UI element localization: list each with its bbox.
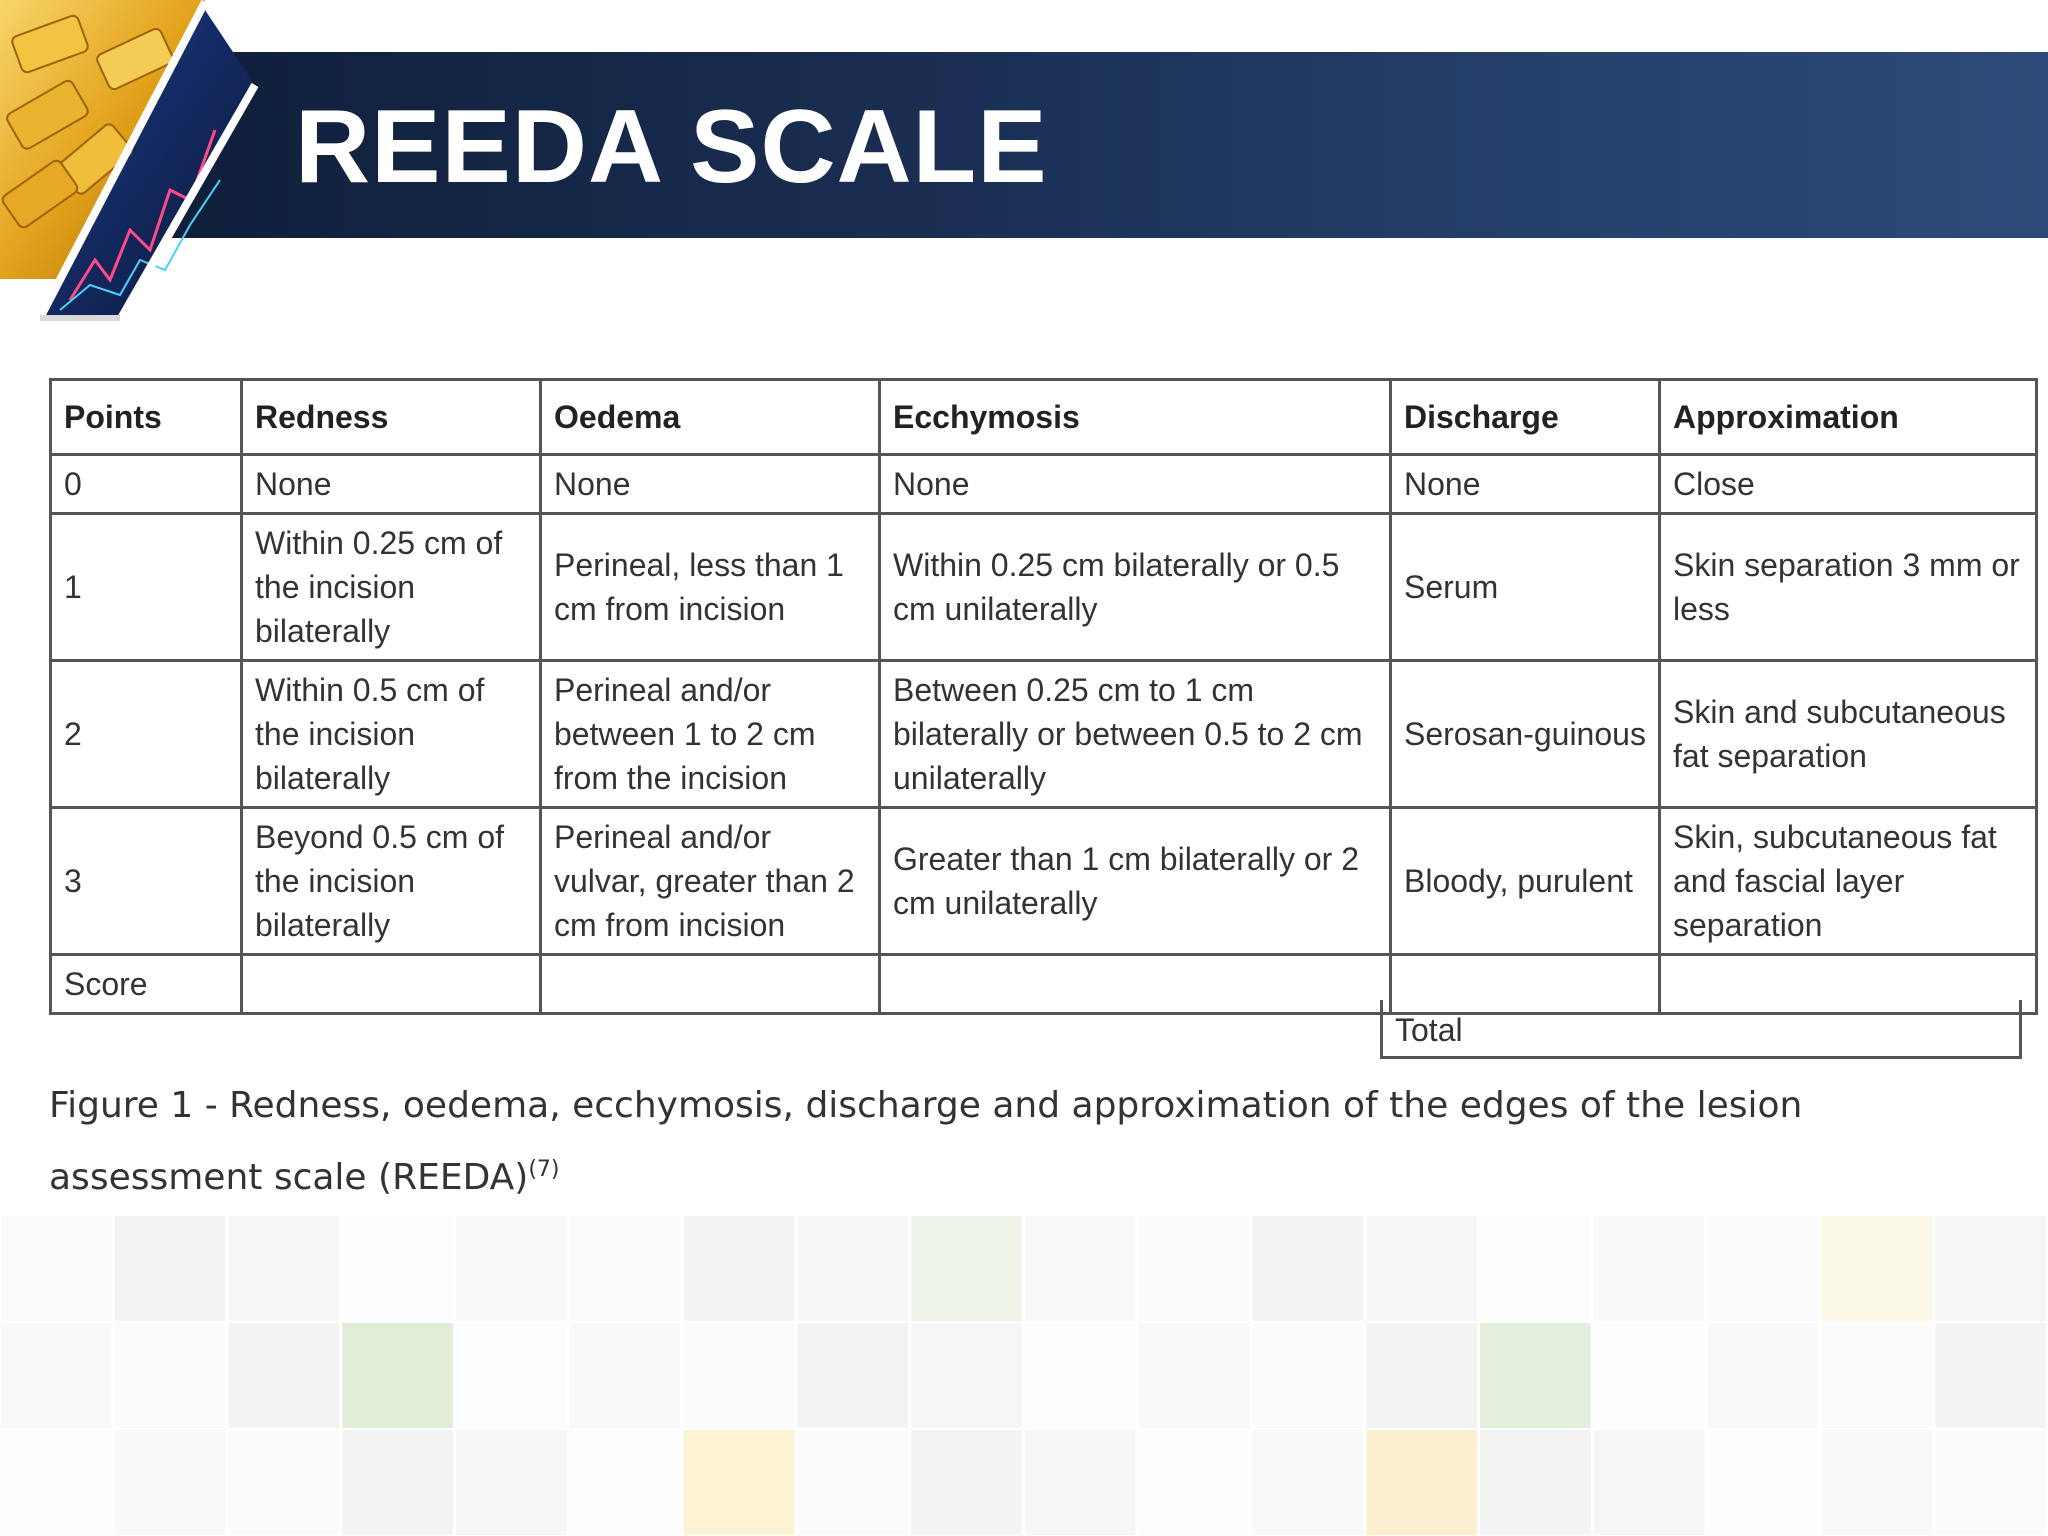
- background-tile: [1935, 1216, 2046, 1321]
- table-cell: Perineal, less than 1 cm from incision: [541, 514, 880, 661]
- total-box: [1380, 1000, 2022, 1059]
- background-tile: [797, 1216, 908, 1321]
- background-tile: [1594, 1323, 1705, 1428]
- table-cell: Skin, subcutaneous fat and fascial layer separation: [1660, 808, 2037, 955]
- table-cell: Between 0.25 cm to 1 cm bilaterally or between 0.5 to 2 cm unilaterally: [880, 661, 1391, 808]
- score-cell-oedema: [541, 955, 880, 1014]
- background-tile: [1025, 1430, 1136, 1535]
- background-tile: [1253, 1216, 1364, 1321]
- background-tile: [911, 1216, 1022, 1321]
- table-cell: Greater than 1 cm bilaterally or 2 cm unilaterally: [880, 808, 1391, 955]
- background-tile: [1708, 1216, 1819, 1321]
- slide-title: REEDA SCALE: [295, 89, 1048, 205]
- background-tile: [1594, 1430, 1705, 1535]
- background-tile: [684, 1430, 795, 1535]
- background-tile: [684, 1323, 795, 1428]
- table-header-row: [51, 380, 2037, 455]
- background-tile: [1366, 1323, 1477, 1428]
- background-tile: [342, 1216, 453, 1321]
- table-cell: 2: [51, 661, 242, 808]
- background-tile: [1480, 1216, 1591, 1321]
- table-row: [51, 455, 2037, 514]
- table-cell: 1: [51, 514, 242, 661]
- background-tile: [1139, 1323, 1250, 1428]
- background-tile: [570, 1430, 681, 1535]
- background-tile: [229, 1216, 340, 1321]
- table-cell: None: [880, 455, 1391, 514]
- background-tile: [1935, 1430, 2046, 1535]
- background-tile: [1366, 1216, 1477, 1321]
- background-tile: [1480, 1323, 1591, 1428]
- header-discharge: Discharge: [1391, 380, 1660, 455]
- background-tile: [1, 1216, 112, 1321]
- background-tile: [1708, 1430, 1819, 1535]
- table-cell: Within 0.5 cm of the incision bilaterally: [242, 661, 541, 808]
- background-tile: [570, 1216, 681, 1321]
- score-cell-redness: [242, 955, 541, 1014]
- table-cell: Perineal and/or between 1 to 2 cm from the incision: [541, 661, 880, 808]
- header-ecchymosis: Ecchymosis: [880, 380, 1391, 455]
- background-tile: [456, 1216, 567, 1321]
- background-tile: [229, 1430, 340, 1535]
- table-cell: Serum: [1391, 514, 1660, 661]
- background-tile: [1, 1323, 112, 1428]
- background-tile: [1025, 1323, 1136, 1428]
- background-tile: [1821, 1430, 1932, 1535]
- table-row: [51, 514, 2037, 661]
- table-cell: Within 0.25 cm of the incision bilaterally: [242, 514, 541, 661]
- background-tile: [229, 1323, 340, 1428]
- table-cell: None: [1391, 455, 1660, 514]
- background-tile: [797, 1430, 908, 1535]
- background-tile: [570, 1323, 681, 1428]
- background-tile: [456, 1430, 567, 1535]
- background-tile: [1139, 1216, 1250, 1321]
- background-tile: [1821, 1323, 1932, 1428]
- background-tile: [797, 1323, 908, 1428]
- background-tile: [1139, 1430, 1250, 1535]
- background-tile: [342, 1323, 453, 1428]
- header-points: Points: [51, 380, 242, 455]
- table-cell: Within 0.25 cm bilaterally or 0.5 cm unilaterally: [880, 514, 1391, 661]
- table-cell: Close: [1660, 455, 2037, 514]
- background-tile: [1, 1430, 112, 1535]
- background-tile: [1935, 1323, 2046, 1428]
- background-tile: [456, 1323, 567, 1428]
- background-tile: [1594, 1216, 1705, 1321]
- total-label: Total: [1395, 1012, 1463, 1048]
- reeda-table: [49, 378, 2038, 1015]
- background-tile: [1480, 1430, 1591, 1535]
- background-tile: [115, 1216, 226, 1321]
- caption-reference: (7): [528, 1157, 560, 1182]
- background-tile: [115, 1430, 226, 1535]
- table-cell: None: [242, 455, 541, 514]
- table-cell: 3: [51, 808, 242, 955]
- table-cell: Skin separation 3 mm or less: [1660, 514, 2037, 661]
- header-approximation: Approximation: [1660, 380, 2037, 455]
- background-tile: [1708, 1323, 1819, 1428]
- table-cell: Beyond 0.5 cm of the incision bilaterally: [242, 808, 541, 955]
- background-tile: [684, 1216, 795, 1321]
- background-tile: [342, 1430, 453, 1535]
- background-tile: [1253, 1323, 1364, 1428]
- header-oedema: Oedema: [541, 380, 880, 455]
- background-tile: [1366, 1430, 1477, 1535]
- tile-background: [0, 1215, 2048, 1536]
- table-cell: Serosan-guinous: [1391, 661, 1660, 808]
- background-tile: [1025, 1216, 1136, 1321]
- figure-caption: [49, 1070, 2024, 1214]
- background-tile: [1821, 1216, 1932, 1321]
- table-row: [51, 661, 2037, 808]
- table-cell: 0: [51, 455, 242, 514]
- background-tile: [1253, 1430, 1364, 1535]
- table-row: [51, 808, 2037, 955]
- table-cell: Perineal and/or vulvar, greater than 2 cm from incision: [541, 808, 880, 955]
- header-redness: Redness: [242, 380, 541, 455]
- background-tile: [115, 1323, 226, 1428]
- table-cell: Bloody, purulent: [1391, 808, 1660, 955]
- background-tile: [911, 1430, 1022, 1535]
- table-cell: None: [541, 455, 880, 514]
- score-label: Score: [51, 955, 242, 1014]
- table-cell: Skin and subcutaneous fat separation: [1660, 661, 2037, 808]
- score-cell-ecchymosis: [880, 955, 1391, 1014]
- gold-bars-image: [0, 0, 270, 330]
- caption-text: Figure 1 - Redness, oedema, ecchymosis, discharge and approximation of the edges of the lesion assessment scale (REEDA): [49, 1085, 1803, 1198]
- background-tile: [911, 1323, 1022, 1428]
